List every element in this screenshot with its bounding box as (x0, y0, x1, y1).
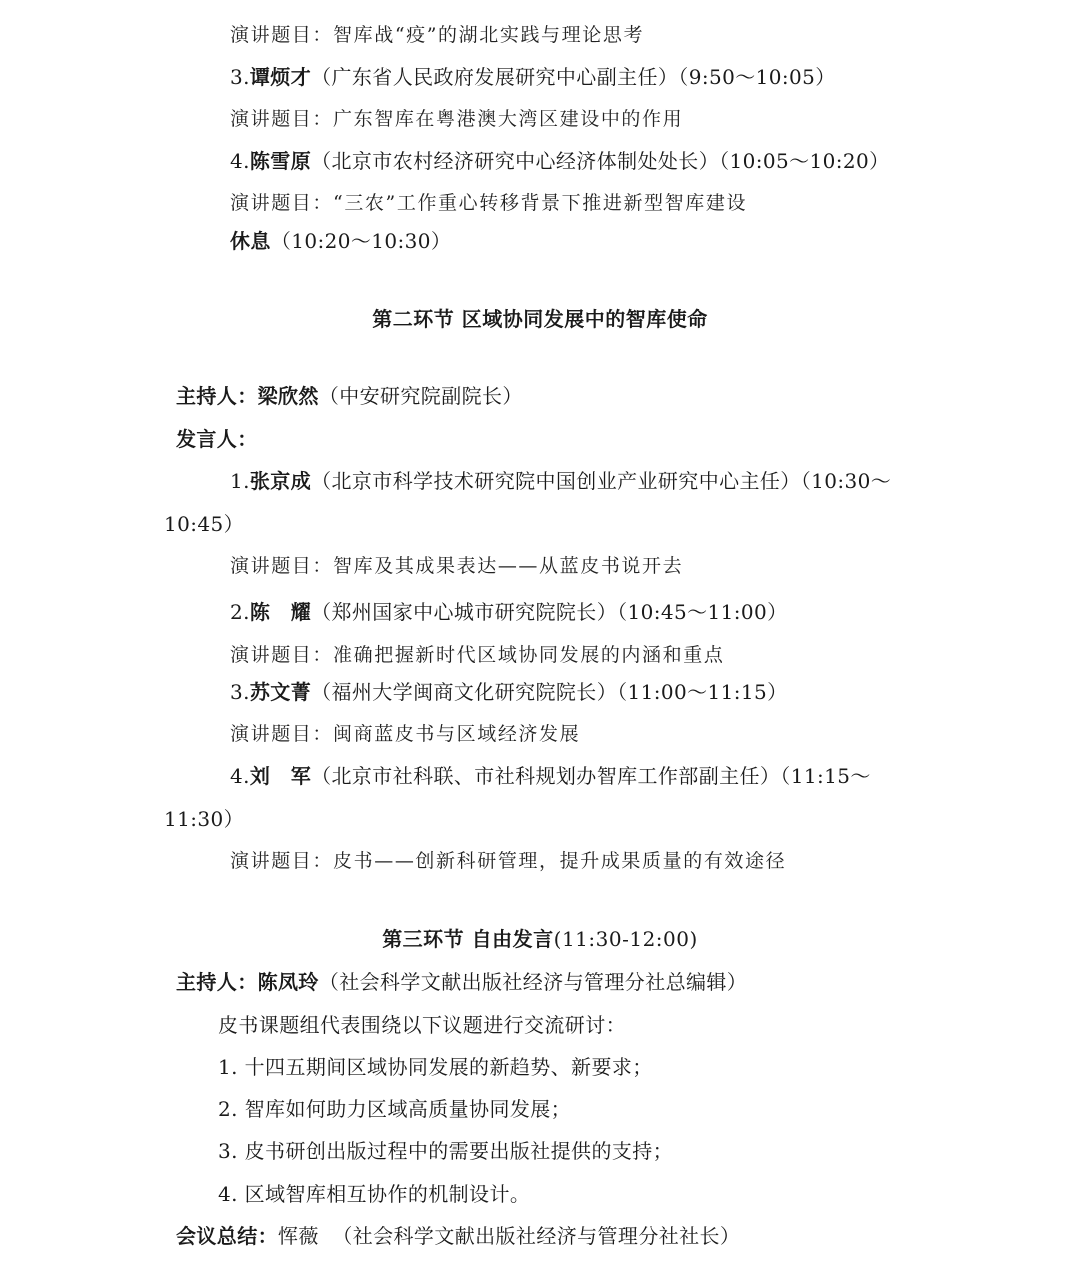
speech-topic: 演讲题目：广东智库在粤港澳大湾区建设中的作用 (230, 108, 684, 130)
speech-topic: 演讲题目：准确把握新时代区域协同发展的内涵和重点 (230, 644, 725, 666)
discussion-issue: 4. 区域智库相互协作的机制设计。 (218, 1182, 531, 1206)
speech-topic: 演讲题目：“三农”工作重心转移背景下推进新型智库建设 (230, 192, 748, 214)
speaker-entry: 4.刘 军（北京市社科联、市社科规划办智库工作部副主任）（11:15～ (230, 764, 871, 788)
speaker-entry: 3.谭烦才（广东省人民政府发展研究中心副主任）（9:50～10:05） (230, 65, 836, 89)
discussion-issue: 2. 智库如何助力区域高质量协同发展； (218, 1097, 572, 1121)
host-line: 主持人：陈凤玲（社会科学文献出版社经济与管理分社总编辑） (176, 970, 748, 994)
section-title: 第二环节 区域协同发展中的智库使命 (372, 307, 708, 331)
speaker-entry: 4.陈雪原（北京市农村经济研究中心经济体制处处长）（10:05～10:20） (230, 149, 890, 173)
host-line: 主持人：梁欣然（中安研究院副院长） (176, 384, 523, 408)
speaker-entry: 3.苏文菁（福州大学闽商文化研究院院长）（11:00～11:15） (230, 680, 788, 704)
section-title: 第三环节 自由发言(11:30-12:00) (382, 927, 698, 951)
summary-line: 会议总结：恽薇 （社会科学文献出版社经济与管理分社社长） (176, 1224, 741, 1248)
speech-topic: 演讲题目：智库及其成果表达——从蓝皮书说开去 (230, 555, 684, 577)
speech-topic: 演讲题目：皮书——创新科研管理，提升成果质量的有效途径 (230, 850, 787, 872)
speakers-label: 发言人： (176, 427, 258, 451)
speaker-entry: 2.陈 耀（郑州国家中心城市研究院院长）（10:45～11:00） (230, 600, 788, 624)
discussion-issue: 1. 十四五期间区域协同发展的新趋势、新要求； (218, 1055, 653, 1079)
discussion-issue: 3. 皮书研创出版过程中的需要出版社提供的支持； (218, 1139, 674, 1163)
speaker-entry: 1.张京成（北京市科学技术研究院中国创业产业研究中心主任）（10:30～ (230, 469, 892, 493)
break-entry: 休息（10:20～10:30） (230, 229, 452, 253)
speech-topic: 演讲题目：智库战“疫”的湖北实践与理论思考 (230, 24, 645, 46)
speech-topic: 演讲题目：闽商蓝皮书与区域经济发展 (230, 723, 581, 745)
speaker-entry-continued: 11:30） (164, 807, 245, 831)
discussion-intro: 皮书课题组代表围绕以下议题进行交流研讨： (218, 1013, 626, 1037)
speaker-entry-continued: 10:45） (164, 512, 245, 536)
